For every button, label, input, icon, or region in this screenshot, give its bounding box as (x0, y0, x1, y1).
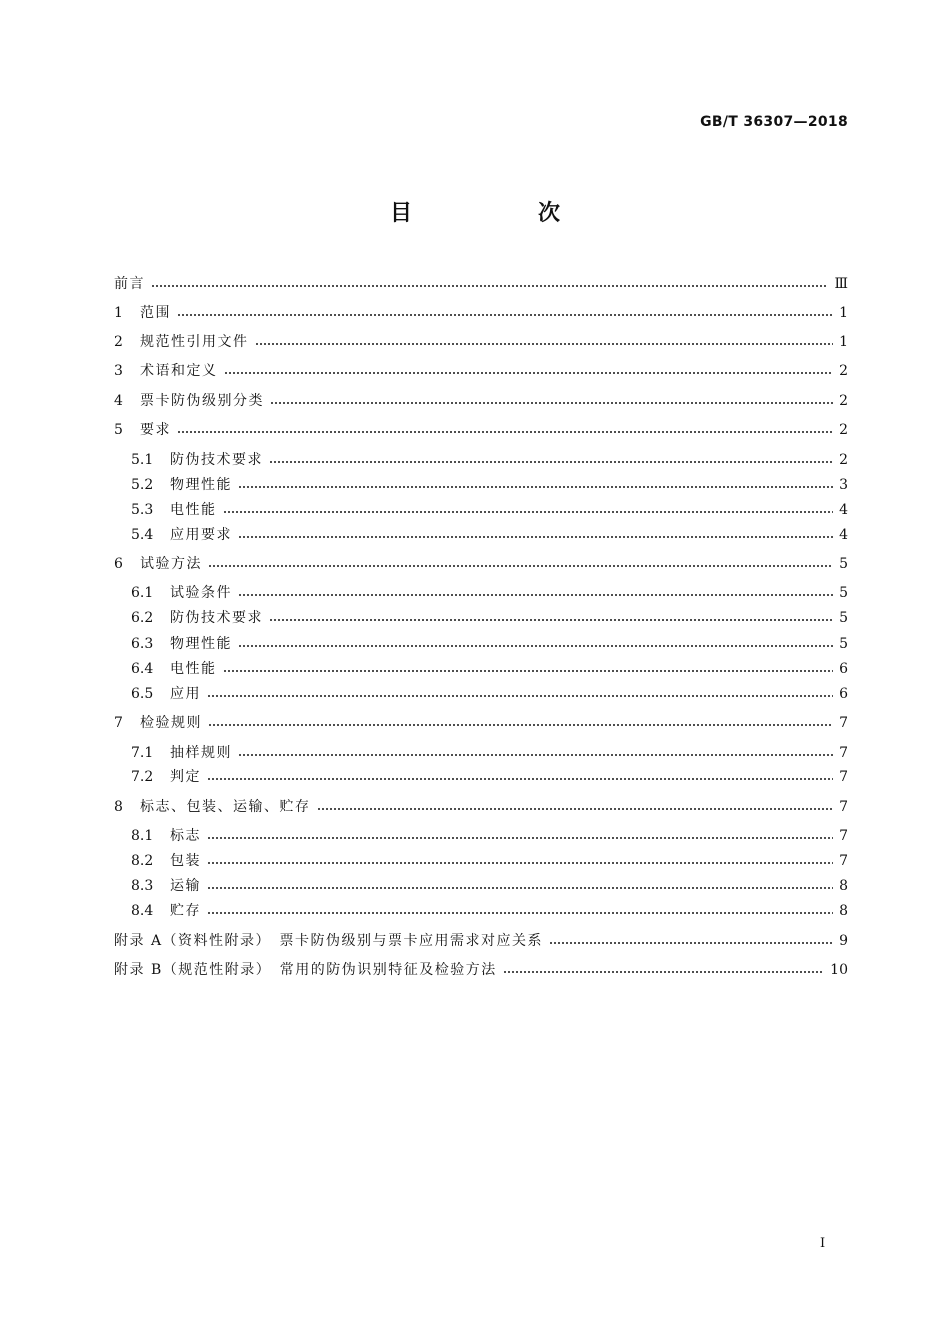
toc-entry-page: 5 (839, 610, 848, 626)
toc-dot-leader (238, 645, 833, 647)
toc-entry[interactable] (114, 420, 848, 440)
toc-entry-number: 1 (114, 305, 123, 321)
toc-entry-label: 检验规则 (140, 715, 202, 731)
toc-dot-leader (238, 536, 833, 538)
toc-entry-page: 9 (839, 933, 848, 949)
toc-entry-page: 8 (839, 878, 848, 894)
toc-entry-number: 6.5 (131, 686, 154, 702)
toc-entry-number: 8.1 (131, 828, 154, 844)
toc-entry[interactable] (131, 450, 848, 470)
toc-dot-leader (224, 372, 834, 374)
toc-entry-page: 5 (839, 636, 848, 652)
toc-dot-leader (208, 565, 833, 567)
toc-dot-leader (255, 343, 834, 345)
toc-entry-page: 6 (839, 686, 848, 702)
toc-entry-label: 应用 (170, 686, 201, 702)
toc-entry-page: 7 (839, 799, 848, 815)
toc-entry-number: 8.4 (131, 903, 154, 919)
toc-entry[interactable] (114, 960, 848, 980)
toc-entry[interactable] (131, 608, 848, 628)
toc-entry-number: 6.1 (131, 585, 154, 601)
page-title: 目 次 (389, 201, 612, 226)
toc-entry-page: 10 (830, 962, 848, 978)
toc-entry-label: 运输 (170, 878, 201, 894)
toc-entry-number: 7.2 (131, 769, 154, 785)
toc-entry-page: 7 (839, 853, 848, 869)
toc-entry-page: 8 (839, 903, 848, 919)
toc-dot-leader (207, 887, 833, 889)
toc-entry-label: 包装 (170, 853, 201, 869)
toc-dot-leader (207, 695, 833, 697)
toc-dot-leader (270, 402, 833, 404)
toc-dot-leader (177, 431, 833, 433)
toc-entry[interactable] (131, 500, 848, 520)
toc-entry-number: 5.3 (131, 502, 154, 518)
toc-entry[interactable] (131, 876, 848, 896)
toc-entry[interactable] (131, 743, 848, 763)
toc-entry-number: 5.1 (131, 452, 154, 468)
toc-dot-leader (238, 754, 833, 756)
toc-entry-page: 2 (839, 452, 848, 468)
toc-entry-label: 物理性能 (170, 636, 232, 652)
toc-entry-number: 3 (114, 363, 123, 379)
toc-dot-leader (549, 942, 833, 944)
toc-entry-label: 防伪技术要求 (170, 610, 263, 626)
toc-entry-number: 6.3 (131, 636, 154, 652)
toc-entry-label: 票卡防伪级别分类 (140, 393, 264, 409)
toc-entry-page: 3 (839, 477, 848, 493)
toc-entry-number: 6.4 (131, 661, 154, 677)
toc-entry[interactable] (131, 767, 848, 787)
toc-entry-label: 防伪技术要求 (170, 452, 263, 468)
toc-dot-leader (223, 670, 834, 672)
toc-entry-number: 5 (114, 422, 123, 438)
toc-entry-number: 2 (114, 334, 123, 350)
toc-entry-label: 标志 (170, 828, 201, 844)
toc-entry[interactable] (114, 391, 848, 411)
toc-dot-leader (207, 862, 833, 864)
toc-dot-leader (151, 285, 828, 287)
toc-entry-label: 术语和定义 (140, 363, 218, 379)
toc-entry-number: 8.2 (131, 853, 154, 869)
toc-dot-leader (223, 511, 834, 513)
toc-entry[interactable] (131, 826, 848, 846)
toc-entry-label: 物理性能 (170, 477, 232, 493)
toc-entry[interactable] (131, 659, 848, 679)
toc-dot-leader (317, 808, 834, 810)
toc-dot-leader (503, 971, 824, 973)
toc-entry-page: 4 (839, 502, 848, 518)
toc-entry-page: 5 (839, 556, 848, 572)
toc-dot-leader (207, 912, 833, 914)
toc-entry-page: 2 (839, 363, 848, 379)
toc-entry[interactable] (131, 525, 848, 545)
toc-dot-leader (269, 619, 833, 621)
toc-entry-label: 规范性引用文件 (140, 334, 249, 350)
toc-entry-page: 2 (839, 422, 848, 438)
toc-entry-label: 附录 A（资料性附录） 票卡防伪级别与票卡应用需求对应关系 (114, 933, 544, 949)
toc-dot-leader (238, 594, 833, 596)
toc-dot-leader (238, 486, 833, 488)
toc-entry-label: 试验方法 (140, 556, 202, 572)
toc-entry-number: 5.2 (131, 477, 154, 493)
toc-entry[interactable] (131, 475, 848, 495)
toc-entry-label: 范围 (140, 305, 171, 321)
toc-entry-label: 前言 (114, 276, 145, 292)
toc-entry-label: 要求 (140, 422, 171, 438)
toc-entry-page: 1 (839, 334, 848, 350)
toc-entry-page: 5 (839, 585, 848, 601)
toc-entry[interactable] (114, 713, 848, 733)
toc-entry-label: 判定 (170, 769, 201, 785)
toc-entry[interactable] (114, 554, 848, 574)
toc-entry-number: 5.4 (131, 527, 154, 543)
toc-dot-leader (269, 461, 833, 463)
toc-entry-page: 7 (839, 715, 848, 731)
page-number: Ⅰ (820, 1236, 826, 1251)
toc-entry-number: 7.1 (131, 745, 154, 761)
toc-entry-number: 6.2 (131, 610, 154, 626)
toc-entry-number: 4 (114, 393, 123, 409)
toc-entry-label: 附录 B（规范性附录） 常用的防伪识别特征及检验方法 (114, 962, 497, 978)
toc-entry[interactable] (114, 303, 848, 323)
toc-entry[interactable] (131, 684, 848, 704)
toc-entry-page: 7 (839, 745, 848, 761)
toc-entry[interactable] (114, 274, 848, 294)
toc-entry-page: 6 (839, 661, 848, 677)
toc-entry[interactable] (131, 634, 848, 654)
toc-entry-label: 抽样规则 (170, 745, 232, 761)
toc-entry-label: 贮存 (170, 903, 201, 919)
toc-entry-number: 7 (114, 715, 123, 731)
toc-entry[interactable] (114, 931, 848, 951)
toc-entry-label: 标志、包装、运输、贮存 (140, 799, 311, 815)
toc-entry[interactable] (114, 797, 848, 817)
toc-entry[interactable] (131, 901, 848, 921)
toc-entry-number: 8 (114, 799, 123, 815)
toc-entry[interactable] (114, 332, 848, 352)
toc-entry-page: 7 (839, 769, 848, 785)
toc-dot-leader (177, 314, 833, 316)
toc-entry-number: 6 (114, 556, 123, 572)
toc-dot-leader (208, 724, 833, 726)
toc-entry-label: 试验条件 (170, 585, 232, 601)
toc-entry[interactable] (131, 851, 848, 871)
toc-entry[interactable] (114, 361, 848, 381)
toc-entry-page: 4 (839, 527, 848, 543)
toc-dot-leader (207, 837, 833, 839)
toc-entry[interactable] (131, 583, 848, 603)
toc-entry-page: Ⅲ (834, 276, 848, 292)
toc-entry-label: 应用要求 (170, 527, 232, 543)
toc-entry-number: 8.3 (131, 878, 154, 894)
toc-entry-page: 7 (839, 828, 848, 844)
standard-code: GB/T 36307—2018 (700, 114, 848, 130)
toc-entry-label: 电性能 (170, 661, 217, 677)
toc-entry-page: 1 (839, 305, 848, 321)
toc-entry-page: 2 (839, 393, 848, 409)
toc-dot-leader (207, 778, 833, 780)
toc-entry-label: 电性能 (170, 502, 217, 518)
